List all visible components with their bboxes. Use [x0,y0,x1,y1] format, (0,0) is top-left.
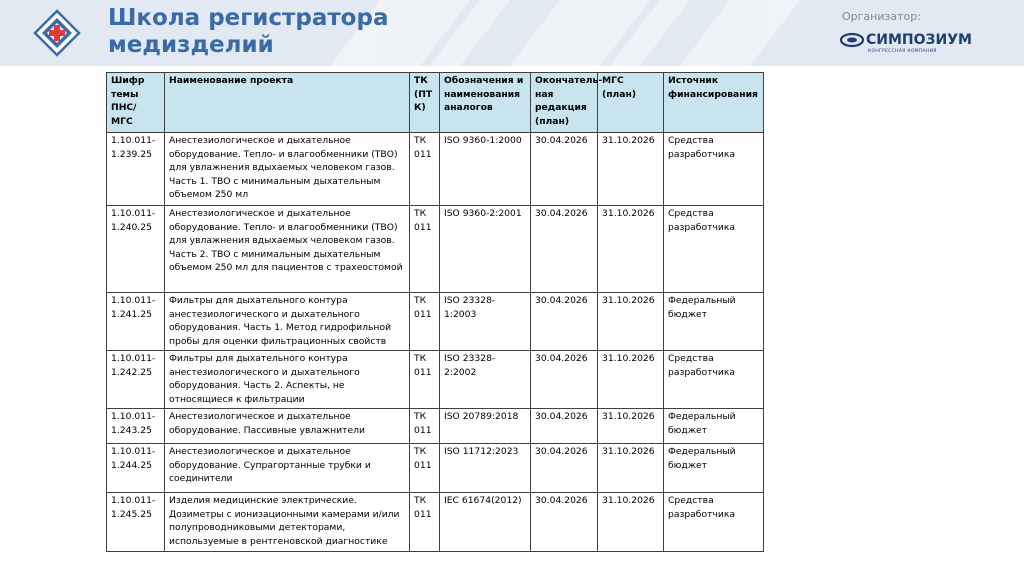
cell-final-edition: 30.04.2026 [531,409,598,444]
cell-code: 1.10.011-1.242.25 [107,351,165,409]
cell-mgs: 31.10.2026 [598,206,664,293]
cell-mgs: 31.10.2026 [598,351,664,409]
table-row [107,293,764,351]
cell-funding: Средства разработчика [664,206,764,293]
cell-project-name: Анестезиологическое и дыхательное оборудование. Супрагортанные трубки и соединители [165,444,410,493]
cell-mgs: 31.10.2026 [598,493,664,552]
cell-mgs: 31.10.2026 [598,133,664,206]
cell-tc: ТК 011 [410,409,440,444]
cell-mgs: 31.10.2026 [598,409,664,444]
cell-final-edition: 30.04.2026 [531,444,598,493]
cell-final-edition: 30.04.2026 [531,351,598,409]
cell-tc: ТК 011 [410,206,440,293]
cell-analog: ISO 9360-1:2000 [440,133,531,206]
cell-code: 1.10.011-1.241.25 [107,293,165,351]
cell-tc: ТК 011 [410,351,440,409]
cell-tc: ТК 011 [410,444,440,493]
page-title-line1: Школа регистратора [108,5,389,31]
cell-analog: ISO 11712:2023 [440,444,531,493]
table-row [107,444,764,493]
cell-funding: Федеральный бюджет [664,409,764,444]
cell-analog: ISO 20789:2018 [440,409,531,444]
cell-funding: Средства разработчика [664,493,764,552]
column-header-mgs: МГС (план) [598,73,664,133]
cell-code: 1.10.011-1.244.25 [107,444,165,493]
organizer-label: Организатор: [842,10,921,23]
cell-project-name: Анестезиологическое и дыхательное оборудование. Тепло- и влагообменники (ТВО) для увлажнения вдыхаемых человеком газов. Часть 1. ТВО с минимальным дыхательным объемом 250 мл [165,133,410,206]
column-header-analogs: Обозначения и наименования аналогов [440,73,531,133]
cell-tc: ТК 011 [410,133,440,206]
table-row [107,493,764,552]
cell-funding: Средства разработчика [664,133,764,206]
column-header-code: Шифр темы ПНС/ МГС [107,73,165,133]
page-title-line2: медизделий [108,32,274,58]
page-title [108,5,388,59]
table-row [107,206,764,293]
cell-project-name: Изделия медицинские электрические. Дозиметры с ионизационными камерами и/или полупроводниковыми детекторами, используемые в рентгеновской диагностике [165,493,410,552]
cell-project-name: Фильтры для дыхательного контура анестезиологического и дыхательного оборудования. Часть 2. Аспекты, не относящиеся к фильтрации [165,351,410,409]
cell-analog: IEC 61674(2012) [440,493,531,552]
column-header-project-name: Наименование проекта [165,73,410,133]
table-header-row [107,73,764,133]
cell-code: 1.10.011-1.243.25 [107,409,165,444]
organizer-subtitle: КОНГРЕССНАЯ КОМПАНИЯ [868,49,937,54]
cell-mgs: 31.10.2026 [598,293,664,351]
column-header-funding: Источник финансирования [664,73,764,133]
cell-mgs: 31.10.2026 [598,444,664,493]
cell-tc: ТК 011 [410,493,440,552]
cell-funding: Средства разработчика [664,351,764,409]
cell-tc: ТК 011 [410,293,440,351]
cell-project-name: Фильтры для дыхательного контура анестезиологического и дыхательного оборудования. Часть 1. Метод гидрофильной пробы для оценки фильтрационных свойств [165,293,410,351]
cell-funding: Федеральный бюджет [664,293,764,351]
cell-final-edition: 30.04.2026 [531,493,598,552]
cell-analog: ISO 23328-1:2003 [440,293,531,351]
cell-project-name: Анестезиологическое и дыхательное оборудование. Тепло- и влагообменники (ТВО) для увлажнения вдыхаемых человеком газов. Часть 2. ТВО с минимальным дыхательным объемом 250 мл для пациентов с трахеостомой [165,206,410,293]
cell-final-edition: 30.04.2026 [531,133,598,206]
table-row [107,351,764,409]
cell-code: 1.10.011-1.245.25 [107,493,165,552]
cell-code: 1.10.011-1.239.25 [107,133,165,206]
column-header-tc: ТК (ПТ К) [410,73,440,133]
school-logo-icon [34,10,80,56]
table-row [107,409,764,444]
cell-funding: Федеральный бюджет [664,444,764,493]
table-row [107,133,764,206]
cell-analog: ISO 23328-2:2002 [440,351,531,409]
header-banner [0,0,1024,66]
cell-code: 1.10.011-1.240.25 [107,206,165,293]
column-header-final-edition: Окончательная редакция (план) [531,73,598,133]
projects-table [106,72,764,552]
cell-final-edition: 30.04.2026 [531,293,598,351]
organizer-name: СИМПОЗИУМ [866,32,972,48]
cell-project-name: Анестезиологическое и дыхательное оборудование. Пассивные увлажнители [165,409,410,444]
cell-final-edition: 30.04.2026 [531,206,598,293]
cell-analog: ISO 9360-2:2001 [440,206,531,293]
